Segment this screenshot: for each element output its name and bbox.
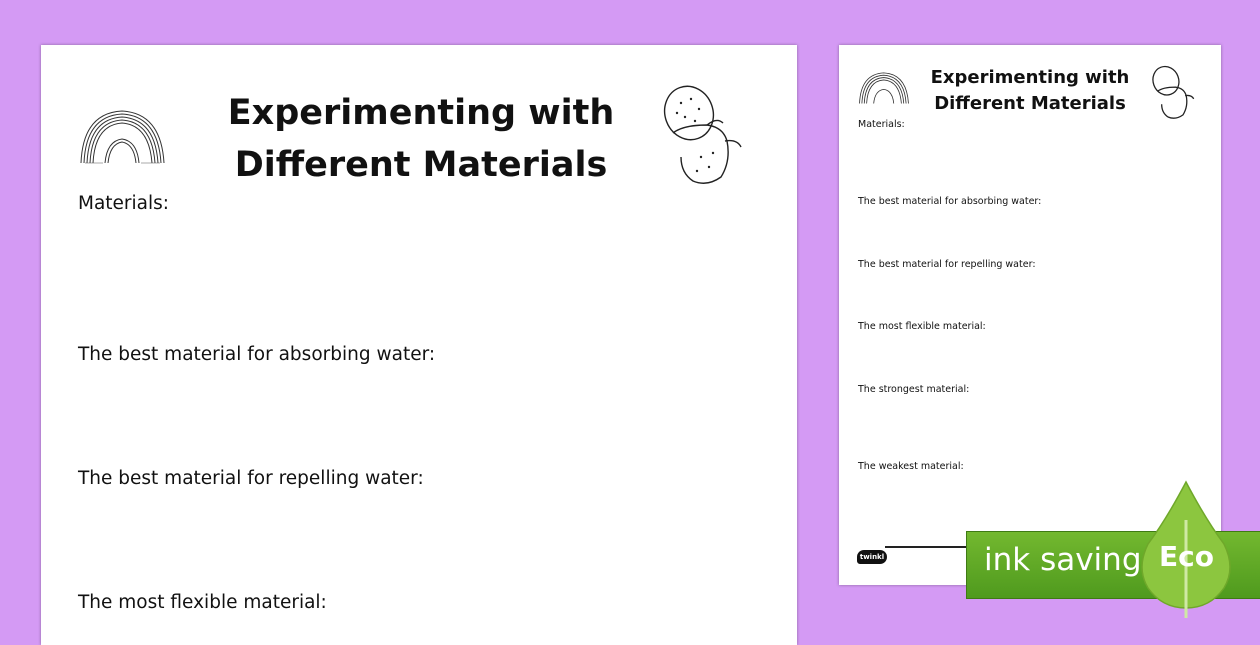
slinky-spring-icon <box>856 69 912 105</box>
label-weakest: The weakest material: <box>858 461 964 472</box>
title-line-1: Experimenting with <box>930 67 1130 88</box>
label-repelling-water: The best material for repelling water: <box>858 259 1036 270</box>
sponge-in-hand-icon <box>661 81 751 191</box>
label-most-flexible: The most flexible material: <box>858 321 986 332</box>
title-line-1: Experimenting with <box>227 93 615 133</box>
title-line-2: Different Materials <box>934 93 1126 114</box>
worksheet-title <box>919 65 1141 117</box>
sponge-in-hand-icon <box>1151 63 1199 123</box>
twinkl-logo: twinkl <box>857 550 887 564</box>
title-line-2: Different Materials <box>234 145 608 185</box>
ink-saving-text: ink saving <box>984 542 1142 578</box>
label-absorbing-water: The best material for absorbing water: <box>78 344 436 365</box>
label-strongest: The strongest material: <box>858 384 970 395</box>
label-materials: Materials: <box>858 119 905 130</box>
label-most-flexible: The most flexible material: <box>78 592 327 613</box>
eco-badge-label: Eco <box>1159 540 1214 573</box>
label-absorbing-water: The best material for absorbing water: <box>858 196 1042 207</box>
label-repelling-water: The best material for repelling water: <box>78 468 424 489</box>
worksheet-preview-large <box>41 45 797 645</box>
label-materials: Materials: <box>78 193 170 214</box>
slinky-spring-icon <box>75 105 170 165</box>
worksheet-title <box>211 87 631 191</box>
